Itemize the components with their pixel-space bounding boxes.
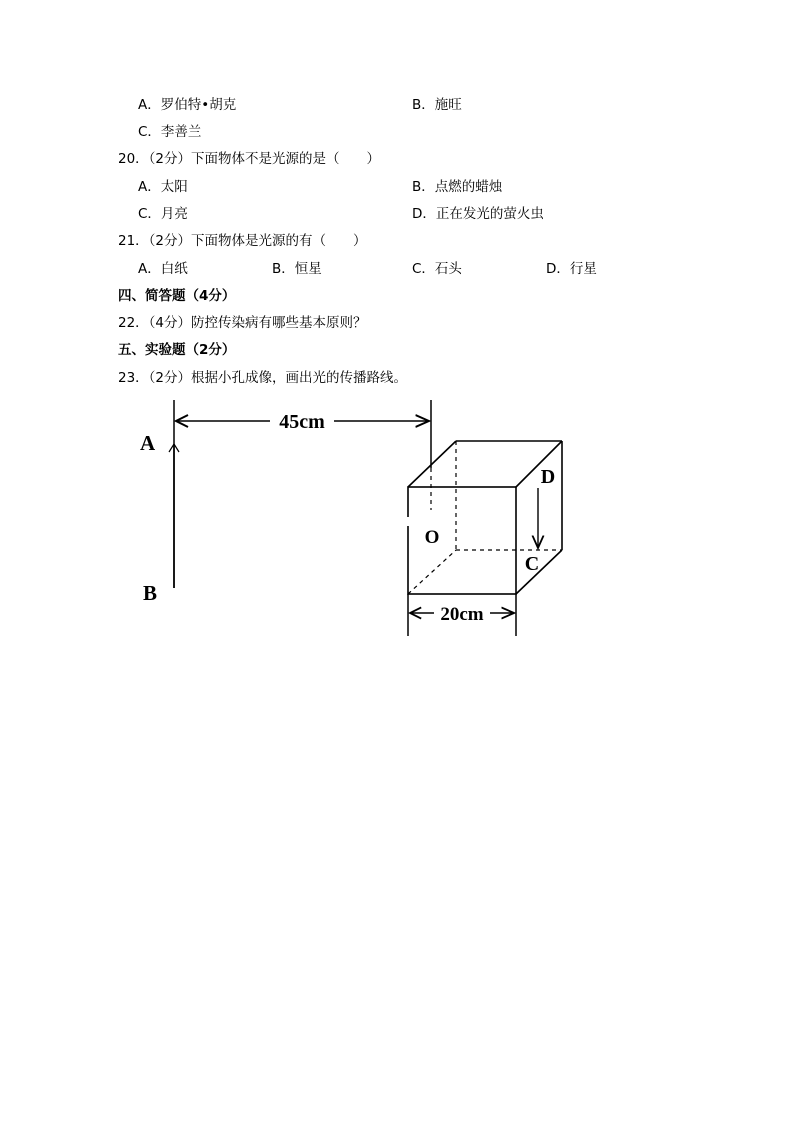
q21-option-d: D．行星	[546, 261, 597, 277]
q21-option-b: B．恒星	[272, 261, 322, 277]
label-c: C	[524, 553, 540, 575]
q20-option-a: A．太阳	[138, 179, 188, 195]
q20-option-b: B．点燃的蜡烛	[412, 179, 503, 195]
q21-option-a: A．白纸	[138, 261, 188, 277]
q20-option-d: D．正在发光的萤火虫	[412, 206, 544, 222]
q19-option-a: A．罗伯特•胡克	[138, 97, 237, 113]
q20-option-c: C．月亮	[138, 206, 188, 222]
q19-option-b: B．施旺	[412, 97, 462, 113]
section-5-heading: 五、实验题（2分）	[118, 342, 236, 358]
q21-option-c: C．石头	[412, 261, 462, 277]
q23-stem: 23．（2分）根据小孔成像，画出光的传播路线。	[118, 370, 408, 386]
label-b: B	[143, 581, 158, 605]
label-a: A	[140, 431, 156, 455]
box-hidden-bottom-left	[408, 550, 456, 594]
pinhole-gap	[405, 517, 411, 526]
label-o: O	[424, 527, 440, 548]
q21-stem: 21．（2分）下面物体是光源的有（ ）	[118, 233, 367, 249]
dim-45-label: 45cm	[279, 411, 325, 433]
q19-option-c: C．李善兰	[138, 124, 202, 140]
dim-20-label: 20cm	[440, 604, 484, 625]
q22-stem: 22．（4分）防控传染病有哪些基本原则？	[118, 315, 367, 331]
q20-stem: 20．（2分）下面物体不是光源的是（ ）	[118, 151, 381, 167]
box-edge-top-left	[408, 441, 456, 487]
label-d: D	[540, 466, 556, 488]
section-4-heading: 四、简答题（4分）	[118, 288, 236, 304]
